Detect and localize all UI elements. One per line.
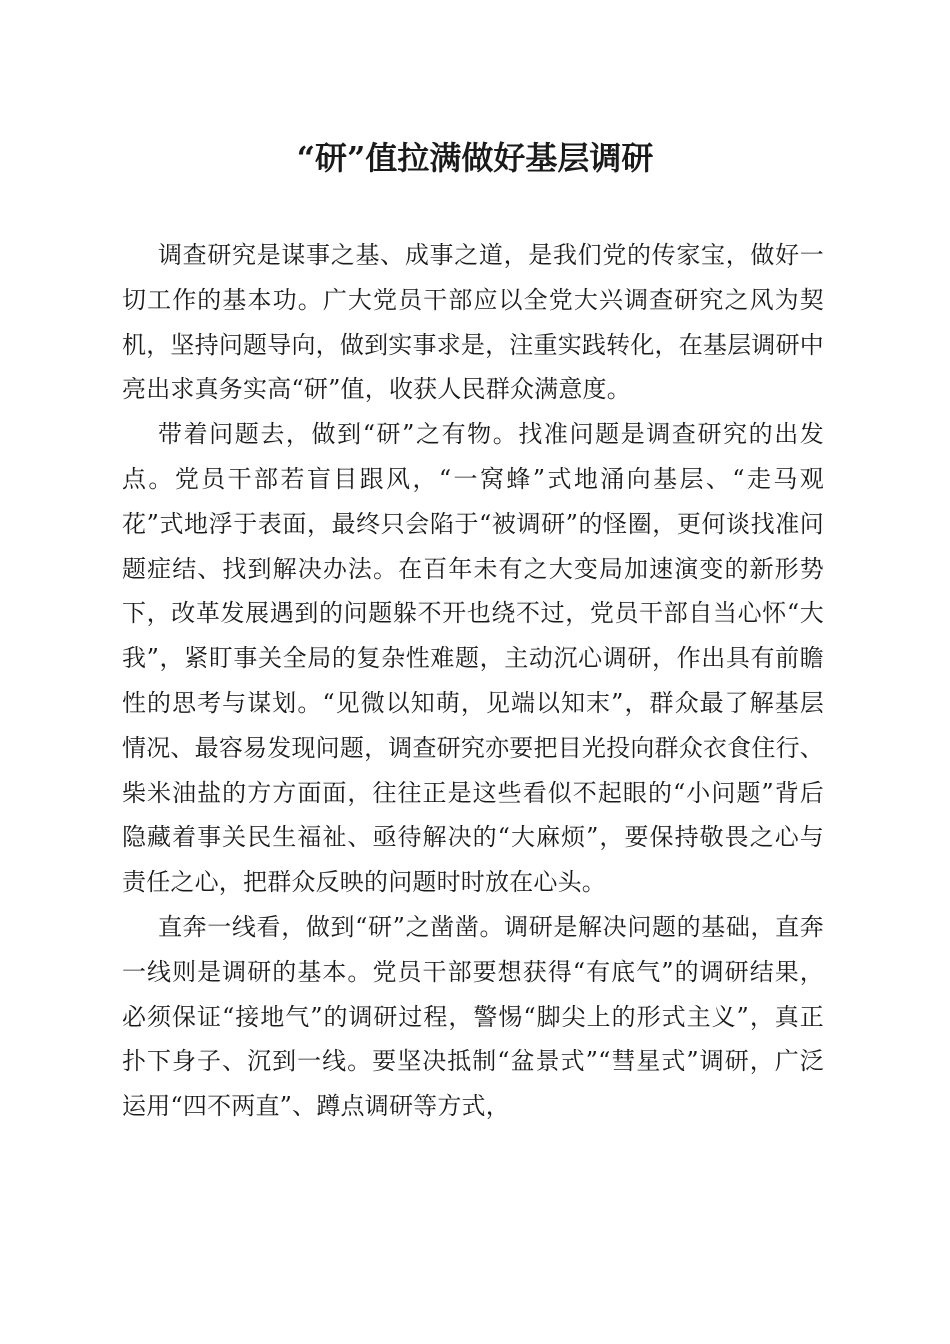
document-body [122, 233, 824, 1129]
paragraph-frontline: 直奔一线看，做到“研”之凿凿。调研是解决问题的基础，直奔一线则是调研的基本。党员干部要想获得“有底气”的调研结果，必须保证“接地气”的调研过程，警惕“脚尖上的形式主义”，真正扑下身子、沉到一线。要坚决抵制“盆景式”“彗星式”调研，广泛运用“四不两直”、蹲点调研等方式， [122, 912, 824, 1121]
paragraph-intro: 调查研究是谋事之基、成事之道，是我们党的传家宝，做好一切工作的基本功。广大党员干部应以全党大兴调查研究之风为契机，坚持问题导向，做到实事求是，注重实践转化，在基层调研中亮出求真务实高“研”值，收获人民群众满意度。 [122, 241, 824, 404]
document-title: “研”值拉满做好基层调研 [296, 139, 654, 177]
paragraph-with-problems: 带着问题去，做到“研”之有物。找准问题是调查研究的出发点。党员干部若盲目跟风，“一窝蜂”式地涌向基层、“走马观花”式地浮于表面，最终只会陷于“被调研”的怪圈，更何谈找准问题症结、找到解决办法。在百年未有之大变局加速演变的新形势下，改革发展遇到的问题躲不开也绕不过，党员干部自当心怀“大我”，紧盯事关全局的复杂性难题，主动沉心调研，作出具有前瞻性的思考与谋划。“见微以知萌，见端以知末”，群众最了解基层情况、最容易发现问题，调查研究亦要把目光投向群众衣食住行、柴米油盐的方方面面，往往正是这些看似不起眼的“小问题”背后隐藏着事关民生福祉、亟待解决的“大麻烦”，要保持敬畏之心与责任之心，把群众反映的问题时时放在心头。 [122, 420, 824, 897]
